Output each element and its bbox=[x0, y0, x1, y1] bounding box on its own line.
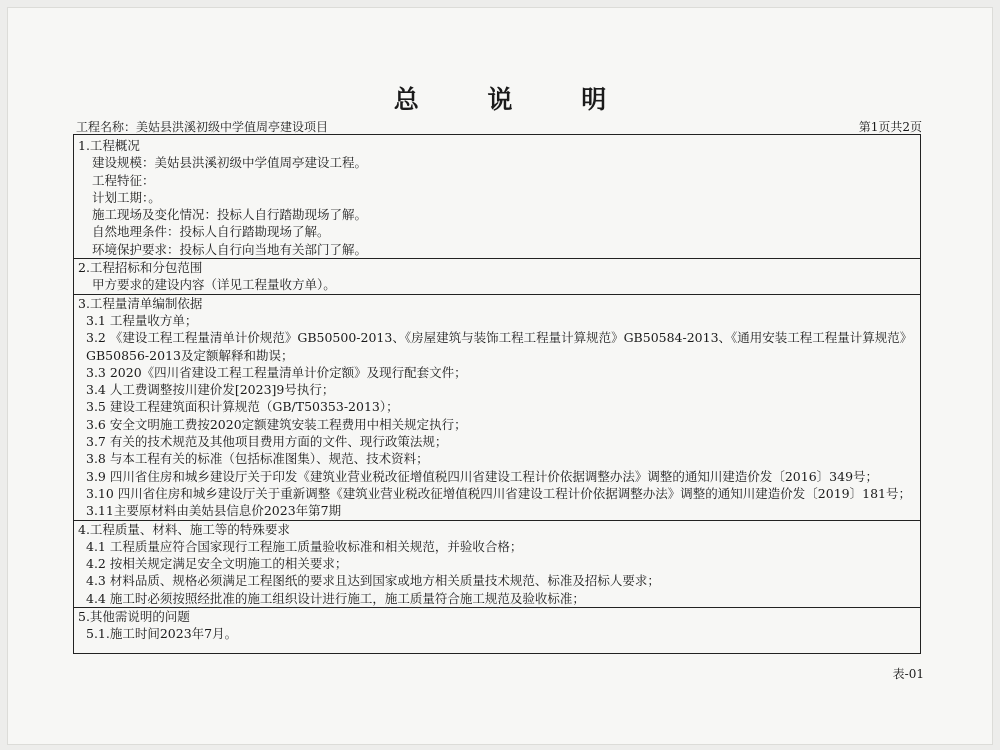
section-item: 自然地理条件：投标人自行踏勘现场了解。 bbox=[92, 224, 330, 240]
section-item: 3.9 四川省住房和城乡建设厅关于印发《建筑业营业税改征增值税四川省建设工程计价依据调整办法》调整的通知川建造价发〔2016〕349号； bbox=[86, 468, 879, 484]
form-code: 表-01 bbox=[892, 667, 924, 681]
section-item: 环境保护要求：投标人自行向当地有关部门了解。 bbox=[92, 241, 368, 257]
section-item: 3.5 建设工程建筑面积计算规范（GB/T50353-2013）； bbox=[86, 399, 399, 415]
section-item: 4.1 工程质量应符合国家现行工程施工质量验收标准和相关规范，并验收合格； bbox=[86, 538, 523, 554]
section-other bbox=[74, 607, 920, 643]
description-box bbox=[73, 134, 921, 654]
section-item: 3.3 2020《四川省建设工程工程量清单计价定额》及现行配套文件； bbox=[86, 364, 467, 380]
section-item: 3.4 人工费调整按川建价发[2023]9号执行； bbox=[86, 382, 335, 398]
section-heading: 4.工程质量、材料、施工等的特殊要求 bbox=[78, 521, 290, 537]
section-heading: 2.工程招标和分包范围 bbox=[78, 260, 203, 276]
section-item: 3.1 工程量收方单； bbox=[86, 312, 198, 328]
page-info: 第1页共2页 bbox=[858, 120, 922, 134]
section-item: 3.8 与本工程有关的标准（包括标准图集）、规范、技术资料； bbox=[86, 451, 429, 467]
section-requirements bbox=[74, 520, 920, 607]
project-name: 工程名称：美姑县洪溪初级中学值周亭建设项目 bbox=[76, 120, 329, 134]
section-basis bbox=[74, 294, 920, 520]
section-item: 工程特征： bbox=[92, 172, 155, 188]
section-item: 4.2 按相关规定满足安全文明施工的相关要求； bbox=[86, 556, 348, 572]
section-item: 3.6 安全文明施工费按2020定额建筑安装工程费用中相关规定执行； bbox=[86, 416, 467, 432]
section-item: 甲方要求的建设内容（详见工程量收方单）。 bbox=[92, 277, 336, 293]
section-heading: 1.工程概况 bbox=[78, 138, 140, 153]
section-item: 建设规模：美姑县洪溪初级中学值周亭建设工程。 bbox=[92, 155, 368, 171]
section-item: 3.11主要原材料由美姑县信息价2023年第7期 bbox=[86, 503, 342, 519]
section-item: 4.3 材料品质、规格必须满足工程图纸的要求且达到国家或地方相关质量技术规范、标准及招标人要求； bbox=[86, 573, 660, 589]
section-item: 施工现场及变化情况：投标人自行踏勘现场了解。 bbox=[92, 207, 368, 223]
section-heading: 5.其他需说明的问题 bbox=[78, 609, 190, 625]
document-title: 总 说 明 bbox=[393, 85, 637, 114]
section-item: 4.4 施工时必须按照经批准的施工组织设计进行施工，施工质量符合施工规范及验收标准； bbox=[86, 590, 585, 606]
section-scope bbox=[74, 258, 920, 294]
section-item: 计划工期：。 bbox=[92, 189, 161, 205]
section-heading: 3.工程量清单编制依据 bbox=[78, 295, 203, 311]
section-item: 3.2 《建设工程工程量清单计价规范》GB50500-2013、《房屋建筑与装饰工程工程量计算规范》GB50584-2013、《通用安装工程工程量计算规范》GB50856-2013及定额解释和勘误； bbox=[86, 330, 913, 363]
section-item: 3.7 有关的技术规范及其他项目费用方面的文件、现行政策法规； bbox=[86, 434, 448, 450]
section-overview bbox=[78, 137, 914, 258]
section-item: 5.1.施工时间2023年7月。 bbox=[86, 626, 238, 642]
section-item: 3.10 四川省住房和城乡建设厅关于重新调整《建筑业营业税改征增值税四川省建设工程计价依据调整办法》调整的通知川建造价发〔2019〕181号； bbox=[86, 485, 911, 501]
